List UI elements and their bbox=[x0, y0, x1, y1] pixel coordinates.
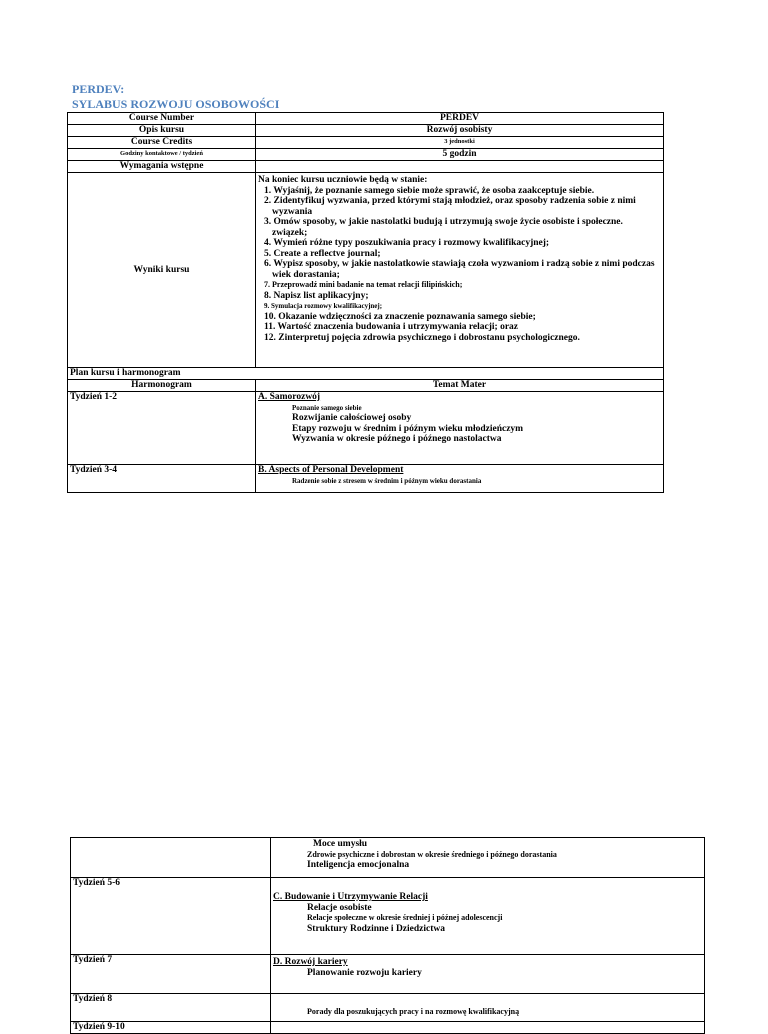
plan-title: Plan kursu i harmonogram bbox=[68, 368, 664, 380]
list-item: Wyzwania w okresie późnego i późnego nastolactwa bbox=[292, 434, 502, 444]
list-item: 5. Create a reflectve journal; bbox=[264, 248, 381, 259]
row-value: Rozwój osobisty bbox=[256, 125, 664, 137]
outcomes-label: Wyniki kursu bbox=[68, 173, 256, 368]
list-item: 8. Napisz list aplikacyjny; bbox=[264, 290, 369, 301]
list-item: związek; bbox=[272, 227, 308, 238]
week-content bbox=[271, 994, 705, 1022]
week-content bbox=[271, 955, 705, 994]
list-item: 7. Przeprowadź mini badanie na temat relacji filipińskich; bbox=[264, 280, 463, 289]
topic-heading: B. Aspects of Personal Development bbox=[258, 465, 404, 475]
row-value: 3 jednostki bbox=[256, 137, 664, 149]
week-label: Tydzień 7 bbox=[71, 955, 271, 994]
list-item: 10. Okazanie wdzięczności za znaczenie poznawania samego siebie; bbox=[264, 311, 536, 322]
list-item: Planowanie rozwoju kariery bbox=[307, 967, 422, 978]
row-value: 5 godzin bbox=[256, 149, 664, 161]
col-header-topic: Temat Mater bbox=[256, 380, 664, 392]
week-label: Tydzień 3-4 bbox=[68, 465, 256, 493]
list-item: Porady dla poszukujących pracy i na rozmowę kwalifikacyjną bbox=[307, 1007, 520, 1016]
row-label: Course Credits bbox=[68, 137, 256, 149]
topic-heading: A. Samorozwój bbox=[258, 392, 321, 402]
list-item: Inteligencja emocjonalna bbox=[307, 860, 410, 870]
row-value bbox=[256, 161, 664, 173]
row-label: Opis kursu bbox=[68, 125, 256, 137]
list-item: 12. Zinterpretuj pojęcia zdrowia psychicznego i dobrostanu psychologicznego. bbox=[264, 332, 580, 343]
list-item: 6. Wypisz sposoby, w jakie nastolatkowie stawiają czoła wyzwaniom i radzą sobie z nimi podczas bbox=[264, 259, 655, 269]
list-item: 9. Symulacja rozmowy kwalifikacyjnej; bbox=[264, 302, 383, 310]
list-item: Radzenie sobie z stresem w średnim i późnym wieku dorastania bbox=[292, 476, 482, 485]
list-item: Rozwijanie całościowej osoby bbox=[292, 413, 412, 423]
row-label: Godziny kontaktowe / tydzień bbox=[68, 149, 256, 161]
list-item: wyzwania bbox=[272, 206, 313, 217]
week-label: Tydzień 9-10 bbox=[71, 1022, 271, 1034]
week-content bbox=[271, 838, 705, 878]
outcomes-list bbox=[258, 186, 661, 344]
row-label: Wymagania wstępne bbox=[68, 161, 256, 173]
list-item: 3. Omów sposoby, w jakie nastolatki budują i utrzymują swoje życie osobiste i społeczne. bbox=[264, 217, 623, 227]
week-content bbox=[256, 392, 664, 465]
week-label: Tydzień 5-6 bbox=[71, 878, 271, 955]
list-item: 4. Wymień różne typy poszukiwania pracy i rozmowy kwalifikacyjnej; bbox=[264, 238, 550, 248]
list-item: Etapy rozwoju w średnim i późnym wieku młodzieńczym bbox=[292, 423, 524, 434]
outcomes-intro: Na koniec kursu uczniowie będą w stanie: bbox=[258, 175, 428, 185]
empty-cell bbox=[71, 838, 271, 878]
week-label: Tydzień 8 bbox=[71, 994, 271, 1022]
list-item: Struktury Rodzinne i Dziedzictwa bbox=[307, 923, 446, 934]
week-label: Tydzień 1-2 bbox=[68, 392, 256, 465]
row-label: Course Number bbox=[68, 113, 256, 125]
topic-heading: C. Budowanie i Utrzymywanie Relacji bbox=[273, 892, 428, 902]
list-item: 2. Zidentyfikuj wyzwania, przed którymi stają młodzież, oraz sposoby radzenia sobie z nimi bbox=[264, 196, 636, 206]
doc-title: PERDEV: bbox=[72, 82, 125, 96]
week-content bbox=[271, 1022, 705, 1034]
list-item: Moce umysłu bbox=[313, 839, 368, 849]
list-item: wiek dorastania; bbox=[272, 269, 340, 280]
topic-heading: D. Rozwój kariery bbox=[273, 957, 348, 967]
outcomes-cell bbox=[256, 173, 664, 368]
list-item: 11. Wartość znaczenia budowania i utrzymywania relacji; oraz bbox=[264, 322, 519, 332]
week-content bbox=[256, 465, 664, 493]
list-item: Relacje społeczne w okresie średniej i późnej adolescencji bbox=[307, 913, 503, 922]
col-header-schedule: Harmonogram bbox=[68, 380, 256, 392]
row-value: PERDEV bbox=[256, 113, 664, 125]
doc-subtitle: SYLABUS ROZWOJU OSOBOWOŚCI bbox=[72, 97, 280, 111]
list-item: Relacje osobiste bbox=[307, 902, 372, 913]
list-item: Zdrowie psychiczne i dobrostan w okresie średniego i późnego dorastania bbox=[307, 849, 557, 859]
list-item: Poznanie samego siebie bbox=[292, 403, 362, 412]
syllabus-table bbox=[67, 112, 664, 493]
syllabus-table-continued bbox=[70, 837, 705, 1034]
week-content bbox=[271, 878, 705, 955]
list-item: 1. Wyjaśnij, że poznanie samego siebie może sprawić, że osoba zaakceptuje siebie. bbox=[264, 185, 595, 196]
